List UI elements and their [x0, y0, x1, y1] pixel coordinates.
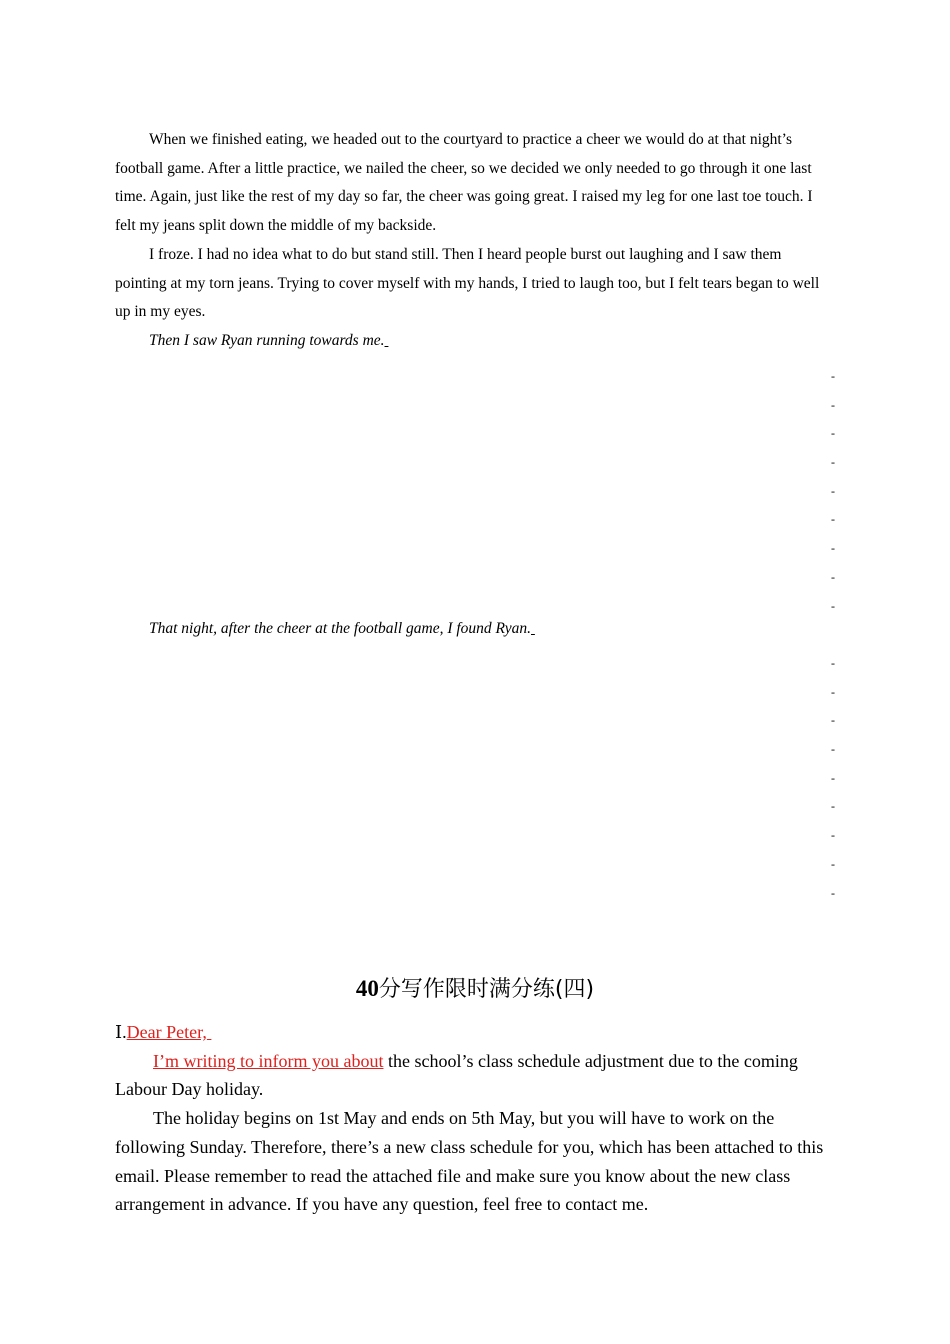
letter-paragraph-1	[115, 1047, 835, 1104]
writing-line[interactable]: -	[831, 770, 835, 785]
opening-phrase-highlight: I’m writing to inform you about	[153, 1050, 384, 1071]
continuation-prompt-1	[115, 327, 835, 356]
roman-numeral: Ⅰ	[115, 1022, 123, 1042]
story-text	[115, 126, 835, 356]
writing-line[interactable]: -	[831, 684, 835, 699]
model-letter	[115, 1018, 835, 1219]
writing-line[interactable]: -	[831, 397, 835, 412]
prompt-2-underline	[531, 620, 535, 637]
section-number: 40	[355, 976, 379, 1001]
writing-line[interactable]: -	[831, 483, 835, 498]
section-title: 分写作限时满分练(四)	[378, 977, 595, 1002]
letter-paragraph-1-text: the school’s class schedule adjustment due to the coming Labour Day holiday.	[115, 1050, 798, 1100]
writing-line[interactable]: -	[831, 541, 835, 556]
prompt-2-text: That night, after the cheer at the football game, I found Ryan.	[149, 620, 531, 637]
story-paragraph-1: When we finished eating, we headed out to the courtyard to practice a cheer we would do at that night’s football game. After a little practice, we nailed the cheer, so we decided we only needed to go through it one last time. Again, just like the rest of my day so far, the cheer was going great. I raised my leg for one last toe touch. I felt my jeans split down the middle of my backside.	[115, 131, 813, 235]
writing-line[interactable]: -	[831, 569, 835, 584]
letter-salutation-line: Ⅰ.Dear Peter,	[115, 1022, 207, 1042]
prompt-1-underline	[385, 332, 389, 349]
writing-line[interactable]: -	[831, 598, 835, 613]
prompt-1-text: Then I saw Ryan running towards me.	[149, 331, 385, 349]
story-paragraph-2: I froze. I had no idea what to do but stand still. Then I heard people burst out laughing and I saw them pointing at my torn jeans. Trying to cover myself with my hands, I tried to laugh too, but I felt tears began to well up in my eyes.	[115, 245, 820, 321]
salutation: Dear Peter,	[126, 1022, 207, 1042]
writing-line[interactable]: -	[831, 713, 835, 728]
writing-line[interactable]: -	[831, 426, 835, 441]
writing-lines-2	[828, 649, 838, 907]
writing-line[interactable]: -	[831, 656, 835, 670]
writing-line[interactable]: -	[831, 742, 835, 757]
story-prompt-2-block	[115, 615, 835, 644]
writing-line[interactable]: -	[831, 455, 835, 470]
writing-line[interactable]: -	[831, 369, 835, 383]
letter-paragraph-2: The holiday begins on 1st May and ends on 5th May, but you will have to work on the following Sunday. Therefore, there’s a new class schedule for you, which has been attached to this email. Please remember to read the attached file and make sure you know about the new class arrangement in advance. If you have any question, feel free to contact me.	[115, 1108, 824, 1215]
writing-line[interactable]: -	[831, 885, 835, 900]
section-heading	[0, 972, 950, 1007]
writing-line[interactable]: -	[831, 828, 835, 843]
writing-line[interactable]: -	[831, 799, 835, 814]
continuation-prompt-2	[115, 615, 835, 644]
writing-line[interactable]: -	[831, 512, 835, 527]
writing-line[interactable]: -	[831, 856, 835, 871]
writing-lines-1	[828, 362, 838, 620]
